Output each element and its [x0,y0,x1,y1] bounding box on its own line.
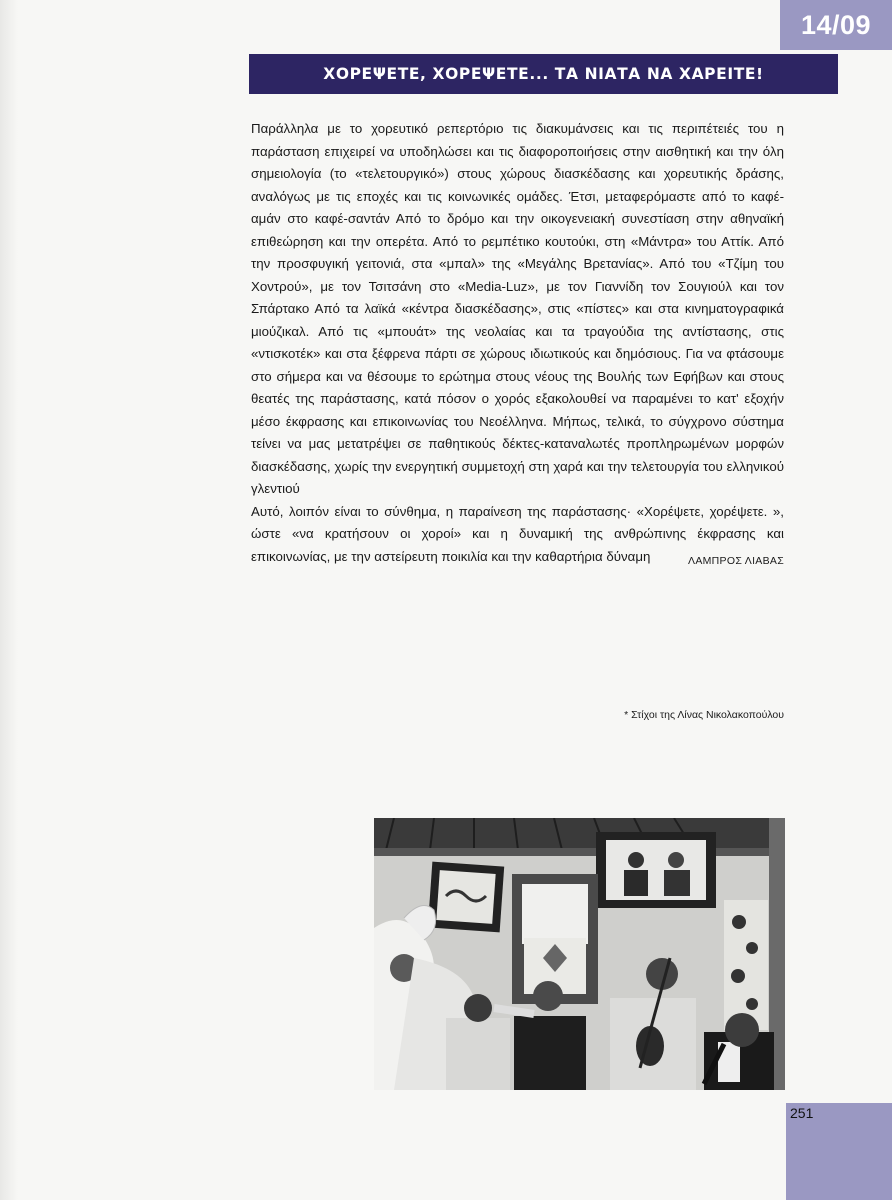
issue-number: 14/09 [800,9,872,40]
page-number: 251 [790,1105,814,1121]
issue-tab [780,0,892,50]
page-inner-margin [0,0,18,1200]
photo-illustration [374,818,785,1090]
article-paragraph-2: Αυτό, λοιπόν είναι το σύνθημα, η παραίνεση της παράστασης· «Χορέψετε, χορέψετε. », ώστε «να κρατήσουν οι χοροί» και η δυναμική της ανθρώπινης έκφρασης και επικοινωνίας, με την αστείρευτη ποικιλία και την καθαρτήρια δύναμη [251,503,784,564]
lyrics-footnote: * Στίχοι της Λίνας Νικολακοπούλου [624,709,784,721]
author-signature: ΛΑΜΠΡΟΣ ΛΙΑΒΑΣ [688,555,784,567]
article-title: ΧΟΡΕΨΕΤΕ, ΧΟΡΕΨΕΤΕ... ΤΑ ΝΙΑΤΑ ΝΑ ΧΑΡΕΙΤΕ! [323,65,764,83]
article-paragraph-1: Παράλληλα με το χορευτικό ρεπερτόριο τις διακυμάνσεις και τις περιπέτειές του η παράσταση επιχειρεί να υποδηλώσει και τις διαφοροποιήσεις στην αισθητική και την όλη σημειολογία (το «τελετουργικό») στους χώρους διασκέδασης και χορευτικής δράσης, αναλόγως με τις εποχές και τις κοινωνικές ομάδες. Έτσι, μεταφερόμαστε από το καφέ-αμάν στο καφέ-σαντάν Από το δρόμο και την οικογενειακή συνεστίαση στην αθηναϊκή επιθεώρηση και την οπερέτα. Από το ρεμπέτικο κουτούκι, στη «Μάντρα» του Αττίκ. Από την προσφυγική γειτονιά, στα «μπαλ» της «Μεγάλης Βρετανίας». Από του «Τζίμη του Χοντρού», με τον Τσιτσάνη στο «Media-Luz», με τον Γιαννίδη τον Σουγιούλ και τον Σπάρτακο Από τα λαϊκά «κέντρα διασκέδασης», στις «πίστες» και στα κινηματογραφικά μιούζικαλ. Από τις «μπουάτ» της νεολαίας και τα τραγούδια της αντίστασης, στις «ντισκοτέκ» και στα ξέφρενα πάρτι σε χώρους ιδιωτικούς και δημόσιους. Για να φτάσουμε στο σήμερα και να θέσουμε το ερώτημα στους νέους της Βουλής των Εφήβων και στους θεατές της παράστασης, κατά πόσον ο χορός εξακολουθεί να παραμένει το κατ' εξοχήν μέσο έκφρασης και επικοινωνίας του Νεοέλληνα. Μήπως, τελικά, το σύγχρονο σύστημα τείνει να μας μετατρέψει σε παθητικούς δέκτες-καταναλωτές προπληρωμένων μορφών διασκέδασης, χωρίς την ενεργητική συμμετοχή στη χαρά και την τελετουργία του ελληνικού γλεντιού [251,121,784,496]
black-and-white-photo [374,818,785,1090]
article-body [251,118,784,568]
page-number-box [786,1103,892,1200]
title-bar [249,54,838,94]
